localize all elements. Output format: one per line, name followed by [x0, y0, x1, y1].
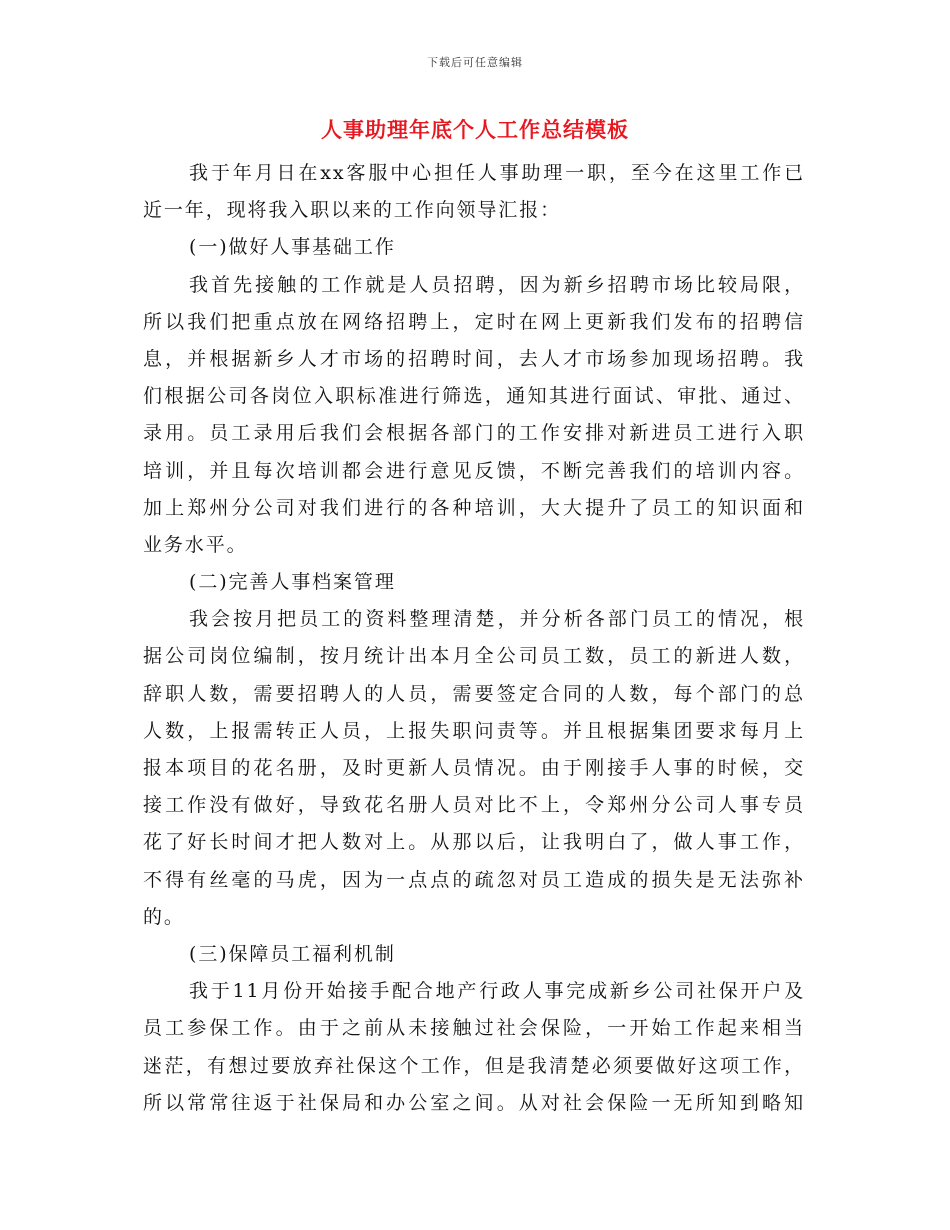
header-note: 下载后可任意编辑 [427, 56, 523, 69]
body-line: 我于11月份开始接手配合地产行政人事完成新乡公司社保开户及 [189, 980, 805, 1003]
body-line: 所以常常往返于社保局和办公室之间。从对社会保险一无所知到略知 [143, 1091, 805, 1114]
body-line: 们根据公司各岗位入职标准进行筛选，通知其进行面试、审批、通过、 [143, 385, 805, 408]
body-line: 我首先接触的工作就是人员招聘，因为新乡招聘市场比较局限， [189, 273, 805, 296]
document-title: 人事助理年底个人工作总结模板 [321, 117, 629, 142]
body-line: 辞职人数，需要招聘人的人员，需要签定合同的人数，每个部门的总 [143, 682, 805, 705]
document-body [143, 155, 805, 1122]
body-line: 业务水平。 [143, 533, 248, 556]
body-line: 据公司岗位编制，按月统计出本月全公司员工数，员工的新进人数， [143, 645, 805, 668]
body-line: (一)做好人事基础工作 [189, 236, 396, 259]
body-line: 培训，并且每次培训都会进行意见反馈，不断完善我们的培训内容。 [143, 459, 805, 482]
body-line: 所以我们把重点放在网络招聘上，定时在网上更新我们发布的招聘信 [143, 310, 805, 333]
body-line: 接工作没有做好，导致花名册人员对比不上，令郑州分公司人事专员 [143, 794, 805, 817]
body-line: 的。 [143, 905, 185, 928]
body-line: 录用。员工录用后我们会根据各部门的工作安排对新进员工进行入职 [143, 422, 805, 445]
body-line: 近一年，现将我入职以来的工作向领导汇报： [143, 199, 562, 222]
body-line: 迷茫，有想过要放弃社保这个工作，但是我清楚必须要做好这项工作， [143, 1054, 805, 1077]
body-line: (三)保障员工福利机制 [189, 942, 396, 965]
body-line: 我会按月把员工的资料整理清楚，并分析各部门员工的情况，根 [189, 608, 805, 631]
body-line: 息，并根据新乡人才市场的招聘时间，去人才市场参加现场招聘。我 [143, 347, 805, 370]
body-line: 花了好长时间才把人数对上。从那以后，让我明白了，做人事工作， [143, 831, 805, 854]
body-line: 人数，上报需转正人员，上报失职问责等。并且根据集团要求每月上 [143, 719, 805, 742]
body-line: 不得有丝毫的马虎，因为一点点的疏忽对员工造成的损失是无法弥补 [143, 868, 805, 891]
body-line: 加上郑州分公司对我们进行的各种培训，大大提升了员工的知识面和 [143, 496, 805, 519]
body-line: (二)完善人事档案管理 [189, 571, 396, 594]
body-line: 我于年月日在xx客服中心担任人事助理一职，至今在这里工作已 [189, 162, 805, 184]
body-line: 员工参保工作。由于之前从未接触过社会保险，一开始工作起来相当 [143, 1017, 805, 1040]
body-line: 报本项目的花名册，及时更新人员情况。由于刚接手人事的时候，交 [143, 757, 805, 779]
